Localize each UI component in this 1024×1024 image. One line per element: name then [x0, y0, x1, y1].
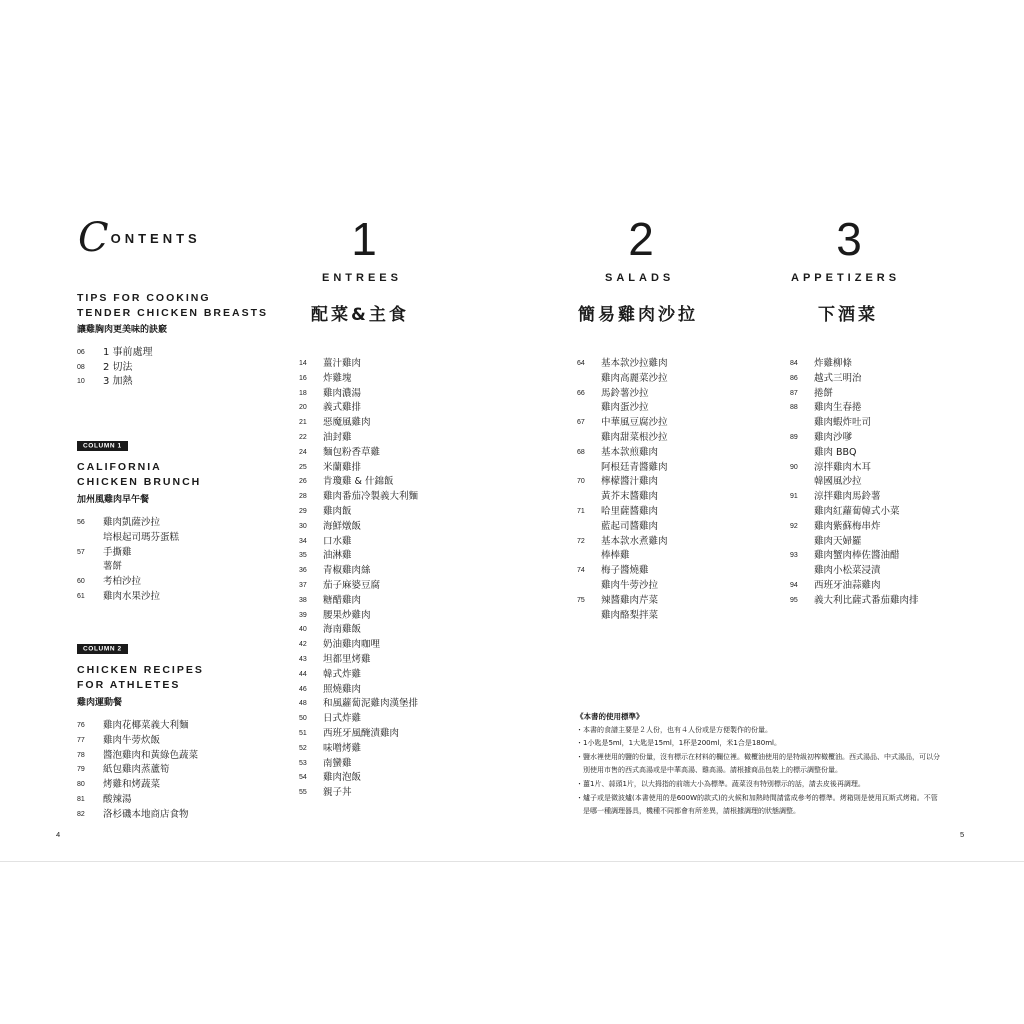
item-label: 辣醬雞肉芹菜	[601, 594, 659, 606]
list-item[interactable]	[77, 763, 204, 778]
item-label: 雞肉水果沙拉	[103, 590, 161, 602]
list-item[interactable]	[299, 742, 418, 757]
list-item[interactable]	[577, 609, 668, 624]
page-number	[790, 475, 814, 490]
list-item[interactable]	[299, 564, 418, 579]
page-number	[790, 505, 814, 520]
list-item[interactable]	[790, 505, 919, 520]
page-number: 57	[77, 548, 85, 556]
list-item[interactable]	[790, 549, 919, 564]
item-label: 照燒雞肉	[323, 683, 362, 695]
list-item[interactable]	[77, 560, 201, 575]
page-number: 34	[299, 537, 307, 545]
page-number: 78	[77, 751, 85, 759]
page-number	[577, 372, 601, 387]
list-item[interactable]	[299, 461, 418, 476]
page-number: 93	[790, 552, 798, 560]
page-number: 42	[299, 641, 307, 649]
item-label: 越式三明治	[814, 372, 862, 384]
list-item[interactable]	[577, 505, 668, 520]
page-number: 74	[577, 567, 585, 575]
page-number	[577, 579, 601, 594]
item-label: 雞肉小松菜浸漬	[814, 565, 881, 577]
page-number: 39	[299, 611, 307, 619]
item-label: 西班牙油蒜雞肉	[814, 579, 881, 591]
page-number: 38	[299, 596, 307, 604]
item-label: 炸雞塊	[323, 372, 352, 384]
list-item[interactable]	[790, 490, 919, 505]
list-item[interactable]	[299, 579, 418, 594]
page-number: 82	[77, 810, 85, 818]
page-number: 40	[299, 626, 307, 634]
page-number: 61	[77, 592, 85, 600]
item-label: 青椒雞肉絲	[323, 565, 371, 577]
item-label: 捲餅	[814, 387, 834, 399]
notes-line: ・爐子或是微波爐(本書使用的是600W的款式)的火候和加熱時間請當成參考的標準。烤箱則是使用瓦斯式烤箱。不管	[576, 793, 938, 802]
item-label: 基本款水煮雞肉	[601, 535, 668, 547]
page-number: 35	[299, 552, 307, 560]
page-number: 80	[77, 781, 85, 789]
list-item[interactable]	[790, 401, 919, 416]
chapter2-number: 2	[628, 213, 654, 265]
item-label: 麵包粉香草雞	[323, 446, 381, 458]
list-item[interactable]	[299, 520, 418, 535]
list-item[interactable]	[577, 431, 668, 446]
item-label: 雞肉天婦羅	[814, 535, 862, 547]
contents-title-rest: ONTENTS	[110, 230, 201, 246]
item-label: 洛杉磯本地商店食物	[103, 808, 189, 820]
list-item[interactable]	[299, 475, 418, 490]
page-number	[577, 549, 601, 564]
chapter3-number: 3	[836, 213, 862, 265]
page-number	[790, 535, 814, 550]
item-label: 哈里薩醬雞肉	[601, 505, 659, 517]
item-label: 3 加熱	[103, 376, 133, 388]
page-number: 88	[790, 404, 798, 412]
item-label: 茄子麻婆豆腐	[323, 579, 381, 591]
page-number	[790, 564, 814, 579]
list-item[interactable]	[299, 535, 418, 550]
item-label: 紙包雞肉蒸蘆筍	[103, 764, 170, 776]
page-number: 55	[299, 789, 307, 797]
list-item[interactable]	[77, 375, 268, 390]
list-item[interactable]	[299, 623, 418, 638]
list-item[interactable]	[790, 461, 919, 476]
page-number: 70	[577, 478, 585, 486]
page-number	[77, 531, 103, 546]
page-number: 56	[77, 519, 85, 526]
page-number: 64	[577, 360, 585, 367]
page-number: 36	[299, 567, 307, 575]
chapter2-eng-title: SALADS	[605, 272, 675, 284]
list-item[interactable]	[790, 446, 919, 461]
notes-line: ・鹽水裡使用的鹽的份量，沒有標示在材料的欄位裡。橄欖油使用的是特級初榨橄欖油。西式湯品、中式湯品，可以分	[576, 752, 940, 761]
item-label: 肯瓊雞 & 什錦飯	[323, 476, 394, 488]
item-label: 奶油雞肉咖哩	[323, 639, 381, 651]
page-number: 77	[77, 736, 85, 744]
page-number: 92	[790, 522, 798, 530]
list-item[interactable]	[299, 771, 418, 786]
page-number: 67	[577, 419, 585, 427]
column1-list	[77, 516, 201, 605]
list-item[interactable]	[577, 549, 668, 564]
page-number: 24	[299, 448, 307, 456]
item-label: 雞肉酪梨拌菜	[601, 609, 659, 621]
page-number: 08	[77, 363, 85, 371]
page-number: 89	[790, 433, 798, 441]
chapter1-list	[299, 357, 418, 801]
item-label: 炸雞柳條	[814, 358, 853, 369]
page-number: 76	[77, 722, 85, 729]
list-item[interactable]	[577, 416, 668, 431]
list-item[interactable]	[299, 549, 418, 564]
item-label: 西班牙風醃漬雞肉	[323, 727, 400, 739]
item-label: 雞肉沙嗲	[814, 431, 853, 443]
page-number: 90	[790, 463, 798, 471]
list-item[interactable]	[299, 416, 418, 431]
chapter2-zh-title: 簡易雞肉沙拉	[578, 305, 698, 325]
item-label: 藍起司醬雞肉	[601, 520, 659, 532]
list-item[interactable]	[299, 609, 418, 624]
item-label: 惡魔風雞肉	[323, 417, 371, 429]
page-number: 91	[790, 493, 798, 501]
item-label: 棒棒雞	[601, 550, 630, 562]
page-number: 20	[299, 404, 307, 412]
page-number: 84	[790, 360, 798, 367]
item-label: 阿根廷青醬雞肉	[601, 461, 668, 473]
item-label: 雞肉 BBQ	[814, 446, 857, 458]
list-item[interactable]	[790, 387, 919, 402]
page-number: 79	[77, 766, 85, 774]
list-item[interactable]	[790, 357, 919, 372]
list-item[interactable]	[77, 346, 268, 361]
page-number: 95	[790, 596, 798, 604]
page-number: 86	[790, 374, 798, 382]
list-item[interactable]	[790, 564, 919, 579]
item-label: 雞肉紫蘇梅串炸	[814, 520, 881, 532]
list-item[interactable]	[299, 372, 418, 387]
page-number: 22	[299, 433, 307, 441]
list-item[interactable]	[299, 387, 418, 402]
page-number: 29	[299, 507, 307, 515]
page-number	[790, 446, 814, 461]
chapter1-zh-title: 配菜&主食	[311, 305, 409, 325]
item-label: 酸辣湯	[103, 793, 132, 805]
item-label: 雞肉紅蘿蔔韓式小菜	[814, 505, 900, 517]
column1-title-line2: CHICKEN BRUNCH	[77, 476, 202, 488]
list-item[interactable]	[299, 490, 418, 505]
item-label: 馬鈴薯沙拉	[601, 387, 649, 399]
item-label: 日式炸雞	[323, 713, 362, 725]
item-label: 口水雞	[323, 535, 352, 547]
item-label: 基本款沙拉雞肉	[601, 358, 668, 369]
list-item[interactable]	[77, 590, 201, 605]
spread-bottom-edge	[0, 861, 1024, 862]
item-label: 考柏沙拉	[103, 576, 142, 588]
chapter2-list	[577, 357, 668, 623]
page-number: 30	[299, 522, 307, 530]
page-number: 37	[299, 581, 307, 589]
page-number: 21	[299, 419, 307, 427]
list-item[interactable]	[790, 431, 919, 446]
list-item[interactable]	[790, 372, 919, 387]
list-item[interactable]	[299, 505, 418, 520]
list-item[interactable]	[77, 575, 201, 590]
item-label: 海南雞飯	[323, 624, 362, 636]
page-number: 71	[577, 507, 585, 515]
list-item[interactable]	[77, 734, 204, 749]
list-item[interactable]	[577, 357, 668, 372]
list-item[interactable]	[790, 475, 919, 490]
page-number: 68	[577, 448, 585, 456]
item-label: 雞肉高麗菜沙拉	[601, 372, 668, 384]
column2-subtitle: 雞肉運動餐	[77, 698, 123, 708]
notes-title: 《本書的使用標準》	[576, 712, 644, 721]
page-number: 46	[299, 685, 307, 693]
page-number: 50	[299, 715, 307, 723]
item-label: 薯餅	[103, 561, 123, 573]
page-number-right: 5	[960, 830, 965, 839]
page-number: 16	[299, 374, 307, 382]
page-number: 94	[790, 581, 798, 589]
list-item[interactable]	[577, 490, 668, 505]
list-item[interactable]	[77, 719, 204, 734]
list-item[interactable]	[77, 749, 204, 764]
list-item[interactable]	[577, 520, 668, 535]
page-number	[577, 520, 601, 535]
list-item[interactable]	[577, 564, 668, 579]
column2-list	[77, 719, 204, 823]
item-label: 雞肉番茄冷製義大利麵	[323, 491, 419, 503]
item-label: 雞肉蛋沙拉	[601, 402, 649, 414]
list-item[interactable]	[299, 357, 418, 372]
list-item[interactable]	[299, 653, 418, 668]
page-number: 54	[299, 774, 307, 782]
item-label: 海鮮燉飯	[323, 520, 362, 532]
chapter1-eng-title: ENTREES	[322, 272, 402, 284]
item-label: 黃芥末醬雞肉	[601, 491, 659, 503]
chapter1-number: 1	[351, 213, 377, 265]
list-item[interactable]	[577, 387, 668, 402]
item-label: 腰果炒雞肉	[323, 609, 371, 621]
list-item[interactable]	[299, 431, 418, 446]
page-number: 51	[299, 729, 307, 737]
list-item[interactable]	[790, 416, 919, 431]
list-item[interactable]	[299, 757, 418, 772]
item-label: 親子丼	[323, 787, 352, 799]
tips-section	[77, 291, 268, 390]
page-number: 18	[299, 389, 307, 397]
page-number: 26	[299, 478, 307, 486]
column1-section	[77, 432, 201, 605]
page-number: 52	[299, 744, 307, 752]
item-label: 糖醋雞肉	[323, 594, 362, 606]
list-item[interactable]	[577, 461, 668, 476]
item-label: 油封雞	[323, 431, 352, 443]
item-label: 韓國風沙拉	[814, 476, 862, 488]
page-number: 53	[299, 759, 307, 767]
page-number-left: 4	[56, 830, 61, 839]
column2-title-line1: CHICKEN RECIPES	[77, 664, 204, 676]
notes-line: ・1小匙是5ml，1大匙是15ml，1杯是200ml，米1合是180ml。	[576, 739, 781, 748]
page-number: 28	[299, 493, 307, 501]
list-item[interactable]	[577, 401, 668, 416]
item-label: 韓式炸雞	[323, 668, 362, 680]
page-number	[77, 560, 103, 575]
item-label: 涼拌雞肉木耳	[814, 461, 872, 473]
item-label: 米蘭雞排	[323, 461, 362, 473]
item-label: 梅子醬燒雞	[601, 565, 649, 577]
page-number: 44	[299, 670, 307, 678]
usage-notes	[576, 710, 940, 819]
list-item[interactable]	[77, 546, 201, 561]
item-label: 油淋雞	[323, 550, 352, 562]
item-label: 培根起司瑪芬蛋糕	[103, 531, 180, 543]
item-label: 雞肉花椰菜義大利麵	[103, 720, 189, 731]
item-label: 義大利比薩式番茄雞肉排	[814, 594, 919, 606]
chapter3-zh-title: 下酒菜	[818, 305, 878, 325]
list-item[interactable]	[77, 793, 204, 808]
list-item[interactable]	[577, 475, 668, 490]
page-number: 14	[299, 360, 307, 367]
column1-subtitle: 加州風雞肉早午餐	[77, 495, 150, 505]
item-label: 雞肉蝦炸吐司	[814, 417, 872, 429]
list-item[interactable]	[77, 361, 268, 376]
list-item[interactable]	[577, 372, 668, 387]
list-item[interactable]	[790, 579, 919, 594]
page-number: 43	[299, 655, 307, 663]
item-label: 味噌烤雞	[323, 742, 362, 754]
item-label: 中華風豆腐沙拉	[601, 417, 668, 429]
list-item[interactable]	[299, 638, 418, 653]
page-number	[577, 461, 601, 476]
item-label: 手撕雞	[103, 546, 132, 558]
item-label: 2 切法	[103, 361, 133, 373]
page-number: 25	[299, 463, 307, 471]
page-number: 48	[299, 700, 307, 708]
list-item[interactable]	[299, 712, 418, 727]
list-item[interactable]	[299, 683, 418, 698]
page-number: 87	[790, 389, 798, 397]
list-item[interactable]	[299, 594, 418, 609]
list-item[interactable]	[299, 786, 418, 801]
page-number	[577, 401, 601, 416]
page-number	[577, 431, 601, 446]
tips-title-line2: TENDER CHICKEN BREASTS	[77, 307, 269, 319]
item-label: 雞肉生春捲	[814, 402, 862, 414]
list-item[interactable]	[577, 594, 668, 609]
item-label: 烤雞和烤蔬菜	[103, 779, 161, 791]
item-label: 雞肉泡飯	[323, 772, 362, 784]
item-label: 薑汁雞肉	[323, 358, 362, 369]
column1-title-line1: CALIFORNIA	[77, 461, 162, 473]
item-label: 坦都里烤雞	[323, 653, 371, 665]
notes-line: 別使用市售的西式高湯或是中華高湯、雞高湯。請根據商品包裝上的標示調整份量。	[576, 766, 842, 775]
list-item[interactable]	[790, 594, 919, 609]
page-number	[577, 609, 601, 624]
page-number: 75	[577, 596, 585, 604]
item-label: 雞肉牛蒡沙拉	[601, 579, 659, 591]
item-label: 1 事前處理	[103, 347, 153, 358]
column2-section	[77, 635, 204, 823]
list-item[interactable]	[790, 535, 919, 550]
item-label: 和風蘿蔔泥雞肉漢堡排	[323, 698, 419, 710]
chapter3-eng-title: APPETIZERS	[791, 272, 901, 284]
list-item[interactable]	[577, 535, 668, 550]
item-label: 雞肉凱薩沙拉	[103, 517, 161, 528]
column2-title-line2: FOR ATHLETES	[77, 679, 181, 691]
page-number: 60	[77, 578, 85, 586]
tips-subtitle: 讓雞胸肉更美味的訣竅	[77, 325, 168, 335]
item-label: 雞肉甜菜根沙拉	[601, 431, 668, 443]
item-label: 雞肉蟹肉棒佐醬油醋	[814, 550, 900, 562]
page-number: 66	[577, 389, 585, 397]
column2-badge: COLUMN 2	[77, 644, 128, 654]
list-item[interactable]	[77, 531, 201, 546]
tips-title-line1: TIPS FOR COOKING	[77, 292, 211, 304]
list-item[interactable]	[77, 808, 204, 823]
item-label: 檸檬醬汁雞肉	[601, 476, 659, 488]
page-number	[790, 416, 814, 431]
list-item[interactable]	[299, 401, 418, 416]
item-label: 義式雞排	[323, 402, 362, 414]
list-item[interactable]	[299, 727, 418, 742]
list-item[interactable]	[299, 446, 418, 461]
notes-line: 是哪一種調理器具，機種不同都會有所差異，請根據調理的狀態調整。	[576, 807, 800, 816]
list-item[interactable]	[790, 520, 919, 535]
notes-line: ・薑1片、蒜頭1片，以大拇指的前端大小為標準。蔬菜沒有特別標示的話，請去皮後再調理。	[576, 779, 865, 788]
list-item[interactable]	[577, 446, 668, 461]
notes-line: ・本書的食譜主要是２人份，也有４人份或是方便製作的份量。	[576, 725, 772, 734]
page-number: 06	[77, 349, 85, 356]
list-item[interactable]	[77, 516, 201, 531]
item-label: 雞肉牛蒡炊飯	[103, 734, 161, 746]
item-label: 醬泡雞肉和黃綠色蔬菜	[103, 749, 199, 761]
contents-title-initial: C	[78, 215, 109, 261]
column1-badge: COLUMN 1	[77, 441, 128, 451]
page-number: 10	[77, 378, 85, 386]
item-label: 南蠻雞	[323, 757, 352, 769]
page-number	[577, 490, 601, 505]
tips-list	[77, 346, 268, 390]
list-item[interactable]	[299, 668, 418, 683]
item-label: 涼拌雞肉馬鈴薯	[814, 491, 881, 503]
page-number: 81	[77, 795, 85, 803]
contents-title	[78, 215, 201, 261]
list-item[interactable]	[77, 778, 204, 793]
item-label: 雞肉飯	[323, 505, 352, 517]
item-label: 基本款煎雞肉	[601, 446, 659, 458]
page-number: 72	[577, 537, 585, 545]
chapter3-list	[790, 357, 919, 609]
list-item[interactable]	[577, 579, 668, 594]
item-label: 雞肉濃湯	[323, 387, 362, 399]
list-item[interactable]	[299, 697, 418, 712]
